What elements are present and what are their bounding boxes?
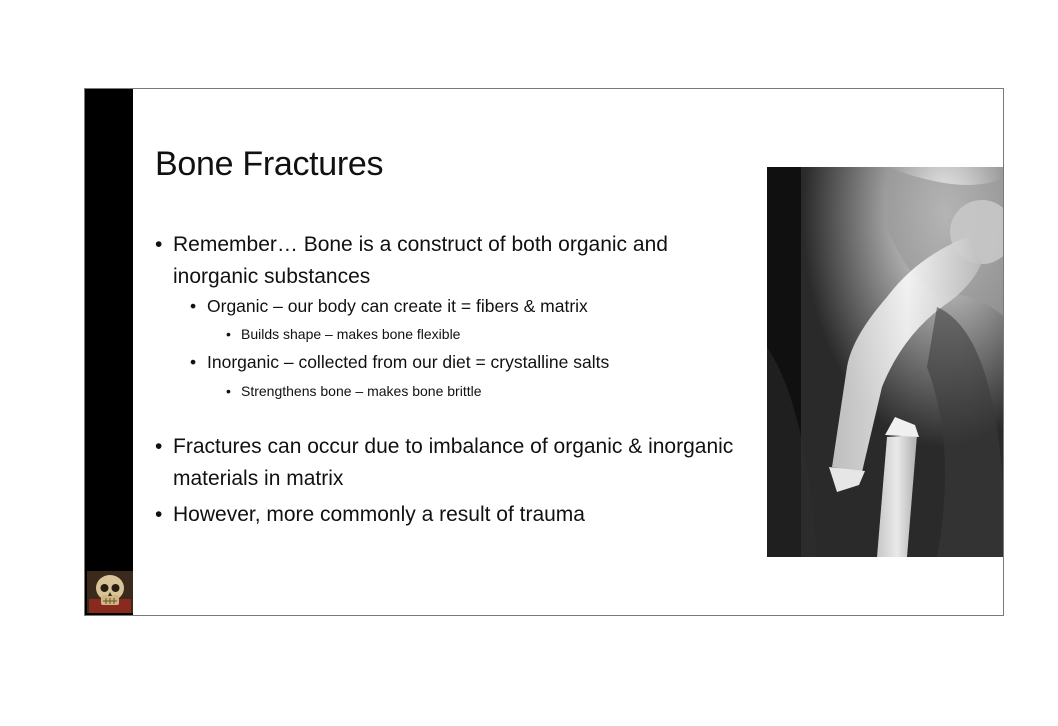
sub-bullet-item: • Organic – our body can create it = fibers & matrix	[153, 293, 753, 319]
xray-femur-fracture-image	[767, 167, 1004, 557]
sub-sub-bullet-item: • Builds shape – makes bone flexible	[153, 319, 753, 349]
bullet-list	[153, 229, 753, 531]
sidebar-bar	[85, 89, 133, 615]
skull-logo-icon	[87, 571, 133, 613]
sub-sub-bullet-item: • Strengthens bone – makes bone brittle	[153, 375, 753, 407]
slide-title: Bone Fractures	[155, 145, 384, 183]
sub-bullet-item: • Inorganic – collected from our diet = crystalline salts	[153, 349, 753, 375]
bullet-item: • However, more commonly a result of trauma	[153, 499, 753, 531]
slide	[84, 88, 1004, 616]
bullet-item: • Remember… Bone is a construct of both organic and inorganic substances	[153, 229, 753, 293]
bullet-item: • Fractures can occur due to imbalance of organic & inorganic materials in matrix	[153, 431, 753, 495]
